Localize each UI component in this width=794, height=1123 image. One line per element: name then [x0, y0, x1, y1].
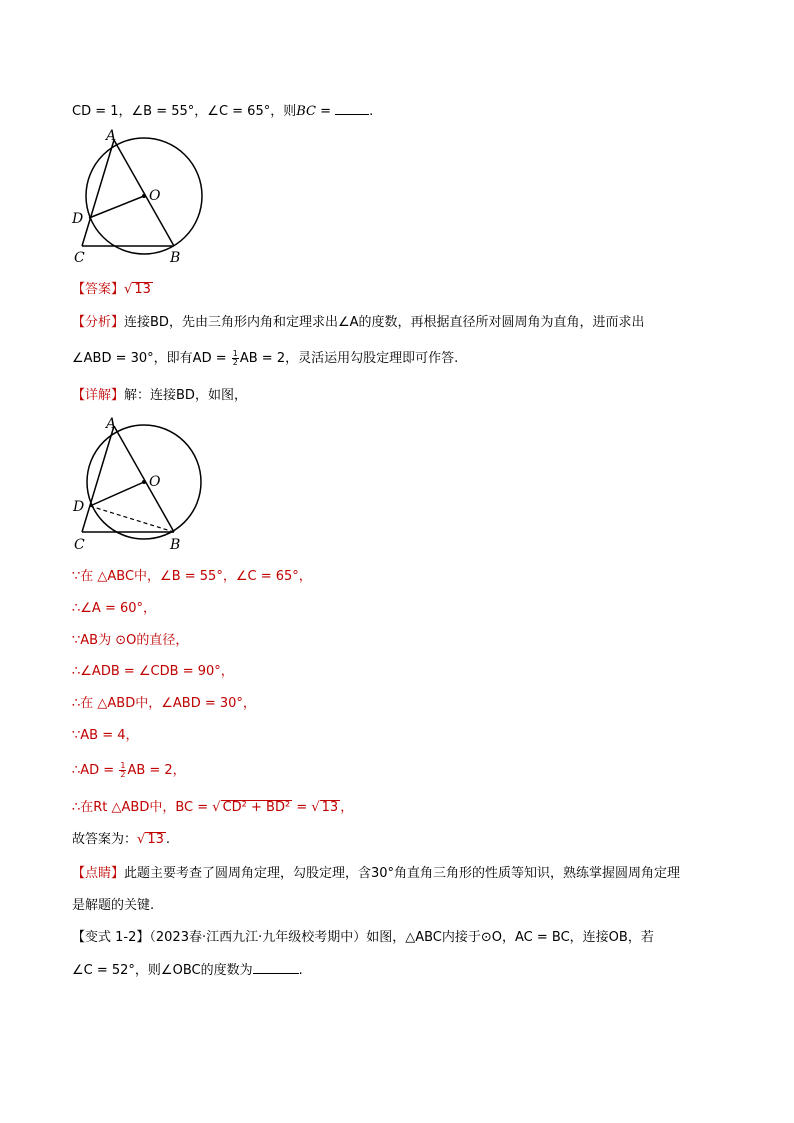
variant-line-1	[72, 929, 654, 947]
analysis-line-2	[72, 350, 458, 368]
variant-answer-blank	[253, 961, 299, 974]
label-c: C	[74, 250, 85, 266]
step-7	[72, 762, 186, 780]
variant-text-1: （2023春·江西九江·九年级校考期中）如图，△ABC内接于⊙O，AC = BC，连接OB，若	[149, 930, 654, 945]
answer-blank	[335, 102, 369, 115]
problem-equals: =	[315, 104, 336, 119]
answer-tag: 【答案】	[72, 282, 125, 297]
analysis-fraction: $\frac{1}{2}$	[232, 349, 238, 367]
step-2: ∴∠A = 60°，	[72, 601, 157, 616]
step-8-result: 13	[321, 800, 339, 815]
segment-ab	[114, 426, 174, 532]
answer-value: 13	[134, 282, 151, 297]
segment-do	[90, 482, 144, 506]
problem-bc: BC	[296, 104, 316, 119]
problem-period: .	[369, 104, 374, 119]
analysis-text-2a: ∠ABD = 30°，即有AD =	[72, 351, 231, 366]
analysis-tag: 【分析】	[72, 315, 125, 330]
variant-line-2	[72, 961, 303, 980]
label-o: O	[149, 474, 161, 490]
variant-text-2: ∠C = 52°，则∠OBC的度数为	[72, 963, 253, 978]
step-8-eq: =	[292, 800, 312, 815]
step-5: ∴在 △ABD中，∠ABD = 30°，	[72, 696, 256, 711]
segment-do	[89, 196, 144, 218]
segment-ab	[114, 140, 174, 246]
step-7-fraction: $\frac{1}{2}$	[120, 761, 126, 779]
label-d: D	[73, 499, 85, 515]
detail-line	[72, 387, 247, 405]
label-b: B	[170, 537, 181, 553]
problem-statement	[72, 102, 373, 121]
step-1: ∵在 △ABC中，∠B = 55°，∠C = 65°，	[72, 569, 312, 584]
variant-tag: 【变式 1-2】	[72, 930, 150, 945]
step-8-text: ∴在Rt △ABD中，BC =	[72, 800, 213, 815]
point-o	[142, 480, 146, 484]
point-o	[142, 194, 146, 198]
problem-conditions: CD = 1，∠B = 55°，∠C = 65°，则	[72, 104, 297, 119]
geometry-figure-1	[70, 128, 210, 266]
comment-text-1: 此题主要考查了圆周角定理，勾股定理，含30°角直角三角形的性质等知识，熟练掌握圆周角定理	[124, 866, 681, 881]
label-o: O	[149, 188, 161, 204]
answer-line: 【答案】√ 13	[72, 282, 151, 297]
step-8: ∴在Rt △ABD中，BC = √ CD² + BD² = √ 13 ，	[72, 800, 354, 815]
analysis-line-1	[72, 314, 645, 332]
step-9-text: 故答案为：	[72, 832, 138, 847]
comment-line-1	[72, 865, 680, 883]
label-a: A	[106, 128, 117, 144]
analysis-text-2b: AB = 2，灵活运用勾股定理即可作答.	[239, 351, 459, 366]
comment-line-2: 是解题的关键.	[72, 898, 155, 913]
label-b: B	[170, 250, 181, 266]
label-c: C	[74, 537, 85, 553]
step-7-text-a: ∴AD =	[72, 763, 119, 778]
step-8-radicand: CD² + BD²	[222, 800, 291, 815]
variant-period: .	[298, 963, 303, 978]
detail-text: 解：连接BD，如图，	[124, 388, 247, 403]
step-9-result: 13	[147, 832, 164, 847]
label-d: D	[72, 211, 84, 227]
step-3: ∵AB为 ⊙O的直径，	[72, 633, 189, 648]
detail-tag: 【详解】	[72, 388, 125, 403]
step-4: ∴∠ADB = ∠CDB = 90°，	[72, 664, 234, 679]
geometry-figure-2	[70, 414, 210, 554]
step-9: 故答案为：√ 13 .	[72, 832, 170, 847]
label-a: A	[106, 416, 117, 432]
step-9-end: .	[165, 832, 170, 847]
step-7-text-b: AB = 2，	[127, 763, 186, 778]
step-6: ∵AB = 4，	[72, 728, 139, 743]
step-8-end: ，	[340, 800, 354, 815]
analysis-text-1: 连接BD，先由三角形内角和定理求出∠A的度数，再根据直径所对圆周角为直角，进而求出	[124, 315, 645, 330]
comment-tag: 【点睛】	[72, 866, 125, 881]
